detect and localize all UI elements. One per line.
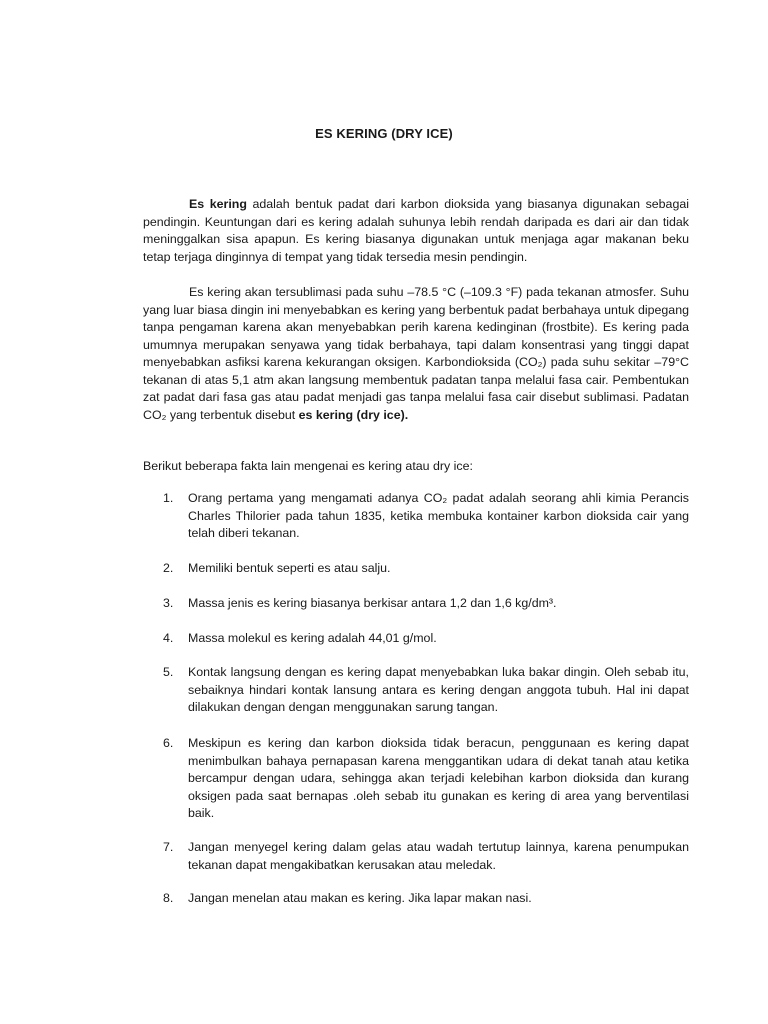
list-item [143, 560, 689, 578]
list-item [143, 735, 689, 823]
paragraph-sublimation-bold-tail: es kering (dry ice). [298, 407, 409, 422]
list-item [143, 839, 689, 874]
paragraph-intro-text: adalah bentuk padat dari karbon dioksida yang biasanya digunakan sebagai pendingin. Keuntungan dari es kering adalah suhunya lebih rendah daripada es dari air dan tidak meninggalkan sisa apapun. Es kering biasanya digunakan untuk menjaga agar makanan beku tetap terjaga dinginnya di tempat yang tidak tersedia mesin pendingin. [143, 197, 689, 264]
list-item-text: Kontak langsung dengan es kering dapat menyebabkan luka bakar dingin. Oleh sebab itu, sebaiknya hindari kontak lansung antara es kering dengan anggota tubuh. Hal ini dapat dilakukan dengan dengan menggunakan sarung tangan. [188, 665, 689, 714]
list-item-number: 4. [163, 631, 174, 645]
list-item-text: Massa molekul es kering adalah 44,01 g/mol. [188, 631, 437, 645]
list-item-text: Jangan menelan atau makan es kering. Jika lapar makan nasi. [188, 891, 532, 905]
list-item-number: 8. [163, 891, 174, 905]
paragraph-sublimation-text: Es kering akan tersublimasi pada suhu –78.5 °C (–109.3 °F) pada tekanan atmosfer. Suhu yang luar biasa dingin ini menyebabkan es kering yang berbentuk padat berbahaya untuk dipegang tanpa pengaman karena akan menyebabkan perih karena kedinginan (frostbite). Es kering pada umumnya merupakan senyawa yang tidak berbahaya, tapi dalam konsentrasi yang tinggi dapat menyebabkan asfiksi karena kekurangan oksigen. Karbondioksida (CO₂) pada suhu sekitar –79°C tekanan di atas 5,1 atm akan langsung membentuk padatan tanpa melalui fasa cair. Pembentukan zat padat dari fasa gas atau padat menjadi gas tanpa melalui fasa cair disebut sublimasi. Padatan CO₂ yang terbentuk disebut [143, 285, 689, 422]
list-item-text: Jangan menyegel kering dalam gelas atau wadah tertutup lainnya, karena penumpukan tekanan dapat mengakibatkan kerusakan atau meledak. [188, 840, 689, 872]
list-item-number: 3. [163, 596, 174, 610]
list-item [143, 630, 689, 648]
paragraph-intro [143, 196, 689, 266]
paragraph-intro-bold-term: Es kering [189, 197, 247, 211]
list-item-text: Massa jenis es kering biasanya berkisar antara 1,2 dan 1,6 kg/dm³. [188, 596, 557, 610]
list-item-number: 5. [163, 665, 174, 679]
list-item-number: 7. [163, 840, 174, 854]
list-item [143, 595, 689, 613]
list-item [143, 890, 689, 908]
list-item [143, 664, 689, 717]
facts-intro: Berikut beberapa fakta lain mengenai es kering atau dry ice: [143, 459, 473, 473]
list-item-number: 2. [163, 561, 174, 575]
list-item-text: Memiliki bentuk seperti es atau salju. [188, 561, 391, 575]
list-item [143, 490, 689, 543]
paragraph-sublimation [143, 284, 689, 424]
document-title: ES KERING (DRY ICE) [315, 126, 453, 141]
list-item-text: Meskipun es kering dan karbon dioksida tidak beracun, penggunaan es kering dapat menimbulkan bahaya pernapasan karena menggantikan udara di dekat tanah atau ketika bercampur dengan udara, sehingga akan terjadi kelebihan karbon dioksida dan kurang oksigen pada saat bernapas .oleh sebab itu gunakan es kering di area yang berventilasi baik. [188, 736, 689, 820]
list-item-number: 1. [163, 491, 174, 505]
list-item-number: 6. [163, 736, 174, 750]
list-item-text: Orang pertama yang mengamati adanya CO₂ padat adalah seorang ahli kimia Perancis Charles Thilorier pada tahun 1835, ketika membuka kontainer karbon dioksida cair yang telah diberi tekanan. [188, 491, 689, 540]
